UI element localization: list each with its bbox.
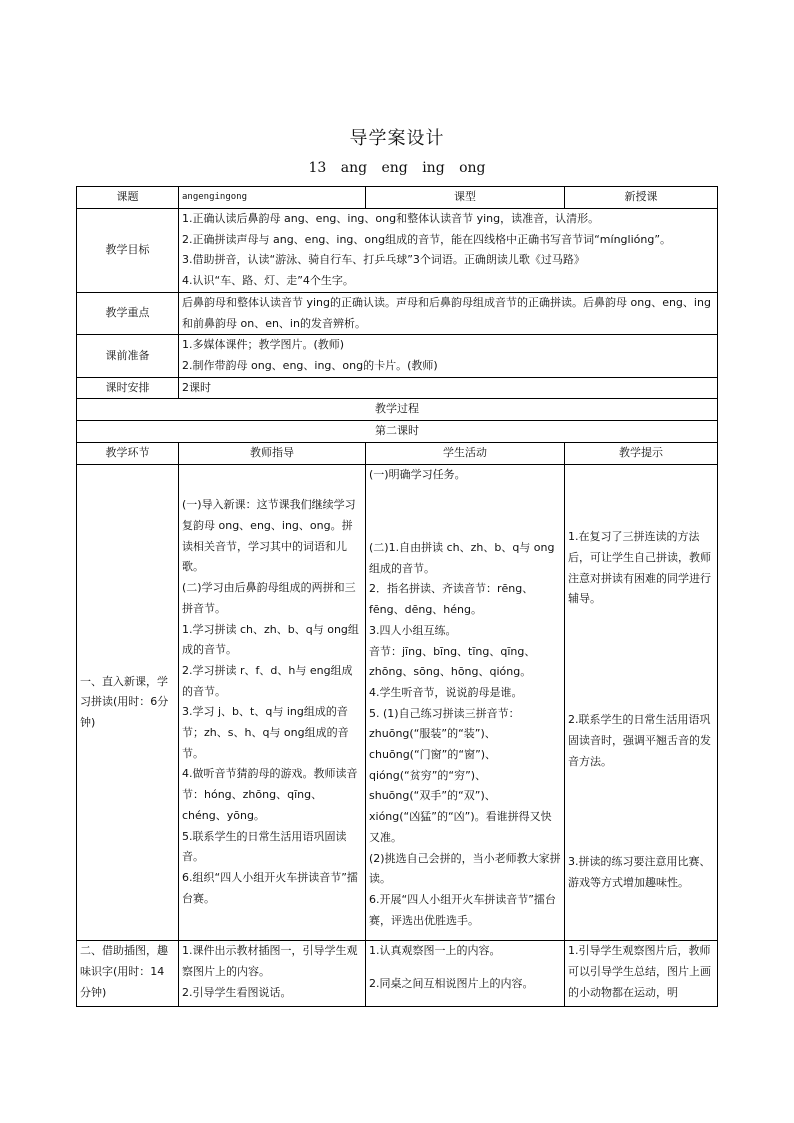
student-step: xióng(“凶猛”的“凶”)。看谁拼得又快又准。: [369, 810, 552, 844]
schedule-label: 课时安排: [77, 377, 179, 399]
preparation-content: [179, 335, 718, 377]
teacher-step: (一)导入新课：这节课我们继续学习复韵母 ong、eng、ing、ong。拼读相关音节，学习其中的词语和儿歌。: [182, 498, 356, 574]
objective-item: 2.正确拼读声母与 ang、eng、ing、ong组成的音节，能在四线格中正确书写音节词“mínglióng”。: [182, 232, 672, 246]
lesson-title: 第二课时: [77, 421, 718, 443]
student-step: zhuōng(“服装”的“装”)、: [369, 727, 496, 741]
student-step: (二)1.自由拼读 ch、zh、b、q与 ong组成的音节。: [369, 541, 555, 575]
section2-row: [77, 941, 718, 1007]
objectives-content: [179, 209, 718, 293]
student-step: 4.学生听音节，说说韵母是谁。: [369, 685, 523, 699]
process-title-row: [77, 399, 718, 421]
header-student: 学生活动: [366, 443, 565, 465]
student-step: qióng(“贫穷”的“穷”)、: [369, 768, 487, 782]
student-step: 6.开展“四人小组开火车拼读音节”擂台赛，评选出优胜选手。: [369, 892, 556, 927]
section2-tips: [565, 941, 718, 1007]
info-row: [77, 187, 718, 209]
focus-text: 后鼻韵母和整体认读音节 ying的正确认读。声母和后鼻韵母组成音节的正确拼读。后鼻韵母 ong、eng、ing和前鼻韵母 on、en、in的发音辨析。: [179, 292, 718, 334]
section1-row: [77, 465, 718, 941]
section1-teacher: [179, 465, 366, 941]
teacher-step: 1.学习拼读 ch、zh、b、q与 ong组成的音节。: [182, 622, 359, 657]
student-step: 5. (1)自己练习拼读三拼音节：: [369, 706, 520, 720]
header-stage: 教学环节: [77, 443, 179, 465]
tip-item: 1.在复习了三拼连读的方法后，可让学生自己拼读，教师注意对拼读有困难的同学进行辅导。: [568, 530, 711, 606]
student-step: shuōng(“双手”的“双”)、: [369, 789, 496, 803]
lesson-row: [77, 421, 718, 443]
objective-item: 3.借助拼音，认读“游泳、骑自行车、打乒乓球”3个词语。正确朗读儿歌《过马路》: [182, 253, 585, 267]
teacher-step: 3.学习 j、b、t、q与 ing组成的音节；zh、s、h、q与 ong组成的音节。: [182, 705, 349, 760]
student-step: (2)挑选自己会拼的，当小老师教大家拼读。: [369, 851, 561, 886]
preparation-item: 1.多媒体课件；教学图片。(教师): [182, 338, 345, 352]
teacher-step: (二)学习由后鼻韵母组成的两拼和三拼音节。: [182, 581, 356, 615]
objective-item: 4.认识“车、路、灯、走”4个生字。: [182, 274, 354, 288]
tip-item: 3.拼读的练习要注意用比赛、游戏等方式增加趣味性。: [568, 855, 711, 889]
schedule-row: [77, 377, 718, 399]
header-teacher: 教师指导: [179, 443, 366, 465]
teacher-step: 4.做听音节猜韵母的游戏。教师读音节：hóng、zhōng、qīng、chéng、yōng。: [182, 767, 358, 822]
page-title: 导学案设计: [349, 128, 445, 149]
objective-item: 1.正确认读后鼻韵母 ang、eng、ing、ong和整体认读音节 ying，读准音，认清形。: [182, 212, 600, 225]
preparation-item: 2.制作带韵母 ong、eng、ing、ong的卡片。(教师): [182, 358, 438, 372]
page-subtitle: 13 ang eng ing ong: [308, 160, 486, 176]
header-tips: 教学提示: [565, 443, 718, 465]
tip-item: 1.引导学生观察图片后，教师可以引导学生总结，图片上画的小动物都在运动，明: [568, 944, 711, 999]
section2-student: [366, 941, 565, 1007]
teacher-step: 2.引导学生看图说话。: [182, 985, 292, 999]
process-title: 教学过程: [77, 399, 718, 421]
teacher-step: 6.组织“四人小组开火车拼读音节”擂台赛。: [182, 870, 358, 905]
student-step: 2.同桌之间互相说图片上的内容。: [369, 977, 534, 991]
teacher-step: 1.课件出示教材插图一，引导学生观察图片上的内容。: [182, 944, 358, 979]
type-value: 新授课: [565, 187, 718, 209]
teacher-step: 5.联系学生的日常生活用语巩固读音。: [182, 829, 347, 864]
section1-student: [366, 465, 565, 941]
tip-item: 2.联系学生的日常生活用语巩固读音时，强调平翘舌音的发音方法。: [568, 713, 711, 768]
schedule-value: 2课时: [179, 377, 718, 399]
teacher-step: 2.学习拼读 r、f、d、h与 eng组成的音节。: [182, 663, 353, 698]
student-step: chuōng(“门窗”的“窗”)、: [369, 748, 497, 762]
student-step: 音节：jīng、bīng、tīng、qīng、zhōng、sōng、hōng、qióng。: [369, 644, 536, 679]
preparation-row: [77, 335, 718, 377]
section2-teacher: [179, 941, 366, 1007]
type-label: 课型: [366, 187, 565, 209]
objectives-row: [77, 209, 718, 293]
topic-label: 课题: [77, 187, 179, 209]
focus-row: [77, 292, 718, 334]
preparation-label: 课前准备: [77, 335, 179, 377]
student-step: (一)明确学习任务。: [369, 468, 466, 482]
section1-tips: [565, 465, 718, 941]
student-step: 1.认真观察图一上的内容。: [369, 944, 501, 958]
objectives-label: 教学目标: [77, 209, 179, 293]
student-step: 3.四人小组互练。: [369, 623, 457, 637]
section2-stage: 二、借助插图，趣味识字(用时：14分钟): [77, 941, 179, 1007]
focus-label: 教学重点: [77, 292, 179, 334]
process-header-row: [77, 443, 718, 465]
section1-stage: 一、直入新课，学习拼读(用时：6分钟): [77, 465, 179, 941]
student-step: 2．指名拼读、齐读音节：rēng、fēng、dēng、héng。: [369, 582, 534, 617]
topic-value: angengingong: [179, 187, 366, 209]
lesson-plan-table: [76, 186, 718, 1007]
